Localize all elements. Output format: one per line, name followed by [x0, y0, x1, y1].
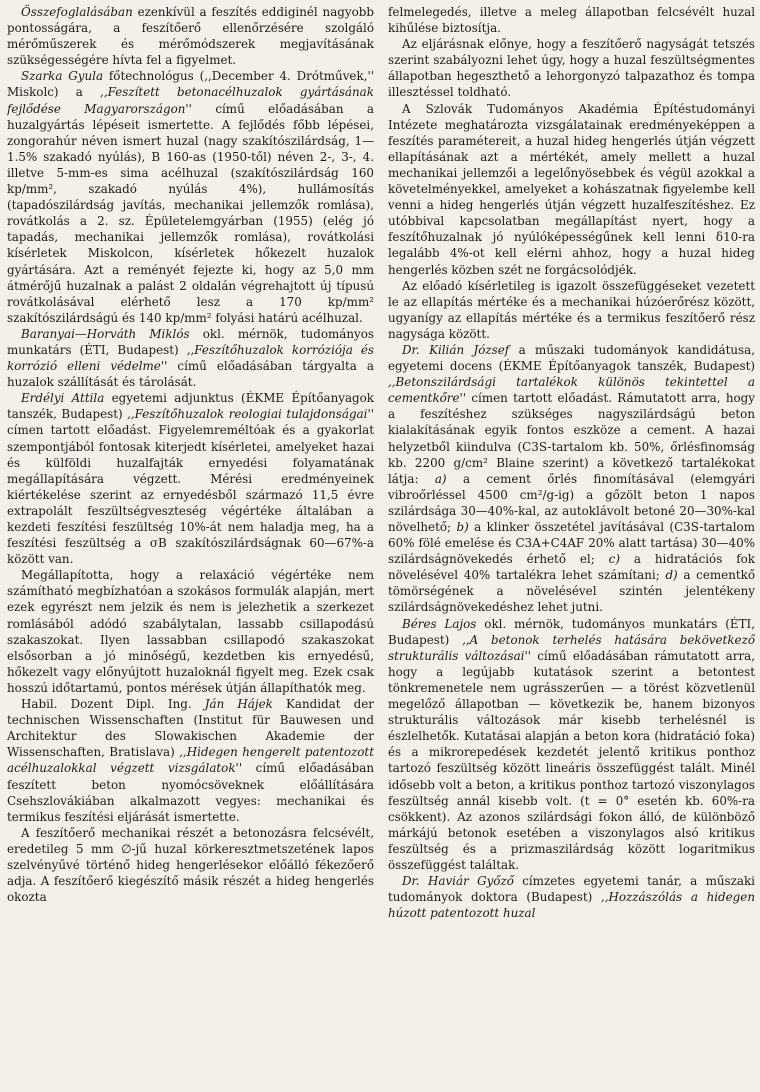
paragraph — [7, 825, 374, 905]
text-run: a műszaki tudományok kandidátusa, egyetemi docens (ÉKME Építőanyagok tanszék, Budapest) — [388, 342, 755, 374]
text-run: A Szlovák Tudományos Akadémia Építéstudományi Intézete meghatározta vizsgálatainak eredményeképpen a feszítés paramétereit, a huzal hideg hengerlés útján végzett ellapításának azt a mértékét, amely mellett a huzal mechanikai jellemzői a legelőnyösebbek és végül azokkal a követelményekkel, amelyeket a kohászatnak figyelembe kell venni a hideg hengerlés útján végzett huzalfeszítéshez. Ez utóbbival kapcsolatban megállapítást nyert, hogy a feszítőhuzalnak jó nyúlóképességűnek kell lenni δ10-ra legalább 4%-ot kell elérni ahhoz, hogy a huzal hideg hengerlés közben szét ne forgácsolódjék. — [388, 101, 755, 277]
italic-run: ,,A betonok terhelés hatására bekövetkező strukturális változásai'' — [388, 632, 755, 663]
paragraph — [388, 616, 755, 874]
italic-run: ,,Feszített betonacélhuzalok gyártásának fejlődése Magyarországon'' — [7, 85, 374, 116]
paragraph — [388, 101, 755, 278]
italic-run: Ján Hájek — [204, 697, 273, 712]
text-run: Megállapította, hogy a relaxáció végértéke nem számítható megbízhatóan a szokásos formulák alapján, mert ezek egyrészt nem jelzik és nem is jelezhetik a szerkezet romlásából adódó szabálytalan, lassabb csillapodású szakaszokat. Ilyen lassabban csillapodó szakaszokat elsősorban a jó minőségű, kezdetben kis ernyedésű, hőkezelt vagy előnyújtott huzaloknál figyelt meg. Ezek csak hosszú időtartamú, pontos mérések útján állapíthatók meg. — [7, 568, 374, 695]
text-run: című előadásában rámutatott arra, hogy a legújabb kutatások szerint a betontest tönkremenetele nem ugrásszerűen — a törést közvetlenül megelőző állapotban — következik be, hanem bizonyos strukturális változások már kisebb terhelésnél is észlelhetők. Kutatásai alapján a beton kora (hidratáció foka) és a mikrorepedések kezdetét jelentő kritikus ponthoz tartozó feszültség között lineáris összefüggést talált. Minél idősebb volt a beton, a kritikus ponthoz tartozó viszonylagos feszültség annál kisebb volt. (t = 0° esetén kb. 60%-ra csökkent). Az azonos szilárdsági fokon álló, de különböző márkájú betonok esetében a viszonylagos alsó kritikus feszültség és a prizmaszilárdság között logaritmikus összefüggést találtak. — [388, 648, 755, 872]
italic-run: c) — [608, 552, 620, 567]
italic-run: ,,Feszítőhuzalok korróziója és korrózió elleni védelme'' — [7, 342, 374, 374]
text-run: címen tartott előadást. Rámutatott arra, hogy a feszítéshez szükséges nagyszilárdságú beton kialakításának egyik fontos eszköze a cement. A hazai helyzetből kiindulva (C3S-tartalom kb. 50%, őrlésfinomság kb. 2200 g/cm² Blaine szerint) a következő tartalékokat látja: — [388, 391, 755, 486]
italic-run: ,,Hidegen hengerelt patentozott acélhuzalokkal végzett vizsgálatok'' — [7, 745, 374, 776]
text-run: A feszítőerő mechanikai részét a betonozásra felcsévélt, eredetileg 5 mm ∅-jű huzal körkeresztmetszetének lapos szelvényűvé történő hideg hengerlésekor előálló fékezőerő adja. A feszítőerő kiegészítő másik részét a hideg hengerlés okozta — [7, 825, 374, 905]
text-run: címzetes egyetemi tanár, a műszaki tudományok doktora (Budapest) — [388, 874, 755, 905]
text-run: Kandidat der technischen Wissenschaften (Institut für Bauwesen und Architektur des Slowakischen Akademie der Wissenschaften, Bratislava) — [7, 697, 374, 760]
text-run: a klinker összetétel javításával (C3S-tartalom 60% fölé emelése és C3A+C4AF 20% alatt tartása) 30—40% szilárdságnövekedés érhető el; — [388, 520, 755, 567]
italic-run: b) — [456, 520, 469, 534]
text-run: című előadásában a huzalgyártás lépéseit ismertette. A fejlődés főbb lépései, zongorahúr néven ismert huzal (nagy szakítószilárdság, 1—1.5% szakadó nyúlás), B 160-as (1950-től) néven 2-, 3-, 4. illetve 5-mm-es sima acélhuzal (szakítószilárdság 160 kp/mm², szakadó nyúlás 4%), hullámosítás (tapadószilárdság javítás, mechanikai jellemzők romlása), rovátkolás a 2. sz. Épületelemgyárban (1955) (elég jó tapadás, mechanikai jellemzők romlása), rovátkolási kísérletek Miskolcon, kísérletek hőkezelt huzalok gyártására. Azt a reményét fejezte ki, hogy az 5,0 mm átmérőjű huzalnak a palást 2 oldalán végrehajtott új típusú rovátkolásával elérhető lesz a 170 kp/mm² szakítószilárdságú és 140 kp/mm² folyási határú acélhuzal. — [7, 101, 374, 325]
paragraph — [7, 4, 374, 68]
text-run: okl. mérnök, tudományos munkatárs (ÉTI, Budapest) — [388, 616, 755, 647]
italic-run: Béres Lajos — [402, 616, 477, 631]
italic-run: a) — [434, 471, 447, 486]
left-column — [7, 4, 374, 1092]
paragraph — [388, 873, 755, 921]
italic-run: Erdélyi Attila — [21, 391, 105, 406]
paragraph — [7, 326, 374, 390]
paragraph — [388, 4, 755, 36]
italic-run: ,,Betonszilárdsági tartalékok különös tekintettel a cementkőre'' — [388, 375, 755, 406]
text-run: című előadásában tárgyalta a huzalok szállítását és tárolását. — [7, 359, 374, 390]
italic-run: Dr. Kilián József — [402, 342, 510, 357]
text-run: okl. mérnök, tudományos munkatárs (ÉTI, Budapest) — [7, 326, 374, 357]
paragraph — [7, 696, 374, 825]
italic-run: Összefoglalásában — [21, 5, 133, 19]
text-run: felmelegedés, illetve a meleg állapotban felcsévélt huzal kihűlése biztosítja. — [388, 5, 755, 36]
text-run: a hidratációs fok növelésével 40% tartalékra lehet számítani; — [388, 552, 755, 583]
italic-run: ,,Hozzászólás a hidegen húzott patentozott huzal — [388, 890, 755, 921]
italic-run: Baranyai—Horváth Miklós — [21, 326, 190, 341]
right-column — [388, 4, 755, 1092]
text-run: a cement őrlés finomításával (elemgyári vibroőrléssel 4500 cm²/g-ig) a gőzölt beton 1 napos szilárdsága 30—40%-kal, az autoklávolt betoné 20—30%-kal növelhető; — [388, 471, 755, 534]
text-run: című előadásában feszített beton nyomócsöveknek előállítására Csehszlovákiában alkalmazott vegyes: mechanikai és termikus feszítési eljárását ismertette. — [7, 761, 374, 824]
text-run: Az eljárásnak előnye, hogy a feszítőerő nagyságát tetszés szerint szabályozni lehet úgy, hogy a huzal feszültségmentes állapotban hegeszthető a lehorgonyzó talpazathoz és tompa illesztéssel toldható. — [388, 37, 755, 100]
text-run: Habil. Dozent Dipl. Ing. — [21, 697, 205, 712]
paragraph — [388, 278, 755, 342]
paragraph — [7, 68, 374, 326]
italic-run: d) — [665, 568, 678, 583]
paragraph — [388, 342, 755, 616]
text-run: egyetemi adjunktus (ÉKME Építőanyagok tanszék, Budapest) — [7, 391, 374, 422]
paragraph — [7, 390, 374, 567]
italic-run: Dr. Haviár Győző — [402, 874, 514, 889]
text-run: főtechnológus (,,December 4. Drótművek,'' Miskolc) a — [7, 69, 374, 100]
text-run: a cementkő tömörségének a növelésével szintén jelentékeny szilárdságnövekedéshez lehet jutni. — [388, 568, 755, 615]
italic-run: Szarka Gyula — [21, 69, 104, 84]
italic-run: ,,Feszítőhuzalok reologiai tulajdonságai'' — [127, 407, 374, 422]
text-run: Az előadó kísérletileg is igazolt összefüggéseket vezetett le az ellapítás mértéke és a mechanikai húzóerőrész között, ugyanígy az ellapítás mértéke és a termikus feszítőerő rész nagysága között. — [388, 278, 755, 341]
paragraph — [7, 567, 374, 696]
paragraph — [388, 36, 755, 100]
text-run: címen tartott előadást. Figyelemreméltóak és a gyakorlat szempontjából fontosak kiterjedt kísérletei, amelyeket hazai és külföldi huzalfajták ernyedési folyamatának megállapítására végzett. Mérési eredményeinek kiértékelése szerint az ernyedésből származó 11,5 évre extrapolált feszültségveszteség végértéke általában a kezdeti feszítési feszültség 10%-át nem haladja meg, ha a feszítési feszültség a σB szakítószilárdságnak 60—67%-a között van. — [7, 423, 374, 567]
text-run: ezenkívül a feszítés eddiginél nagyobb pontosságára, a feszítőerő ellenőrzésére szolgáló mérőműszerek és mérőmódszerek megjavításának szükségességére hívta fel a figyelmet. — [7, 5, 374, 68]
